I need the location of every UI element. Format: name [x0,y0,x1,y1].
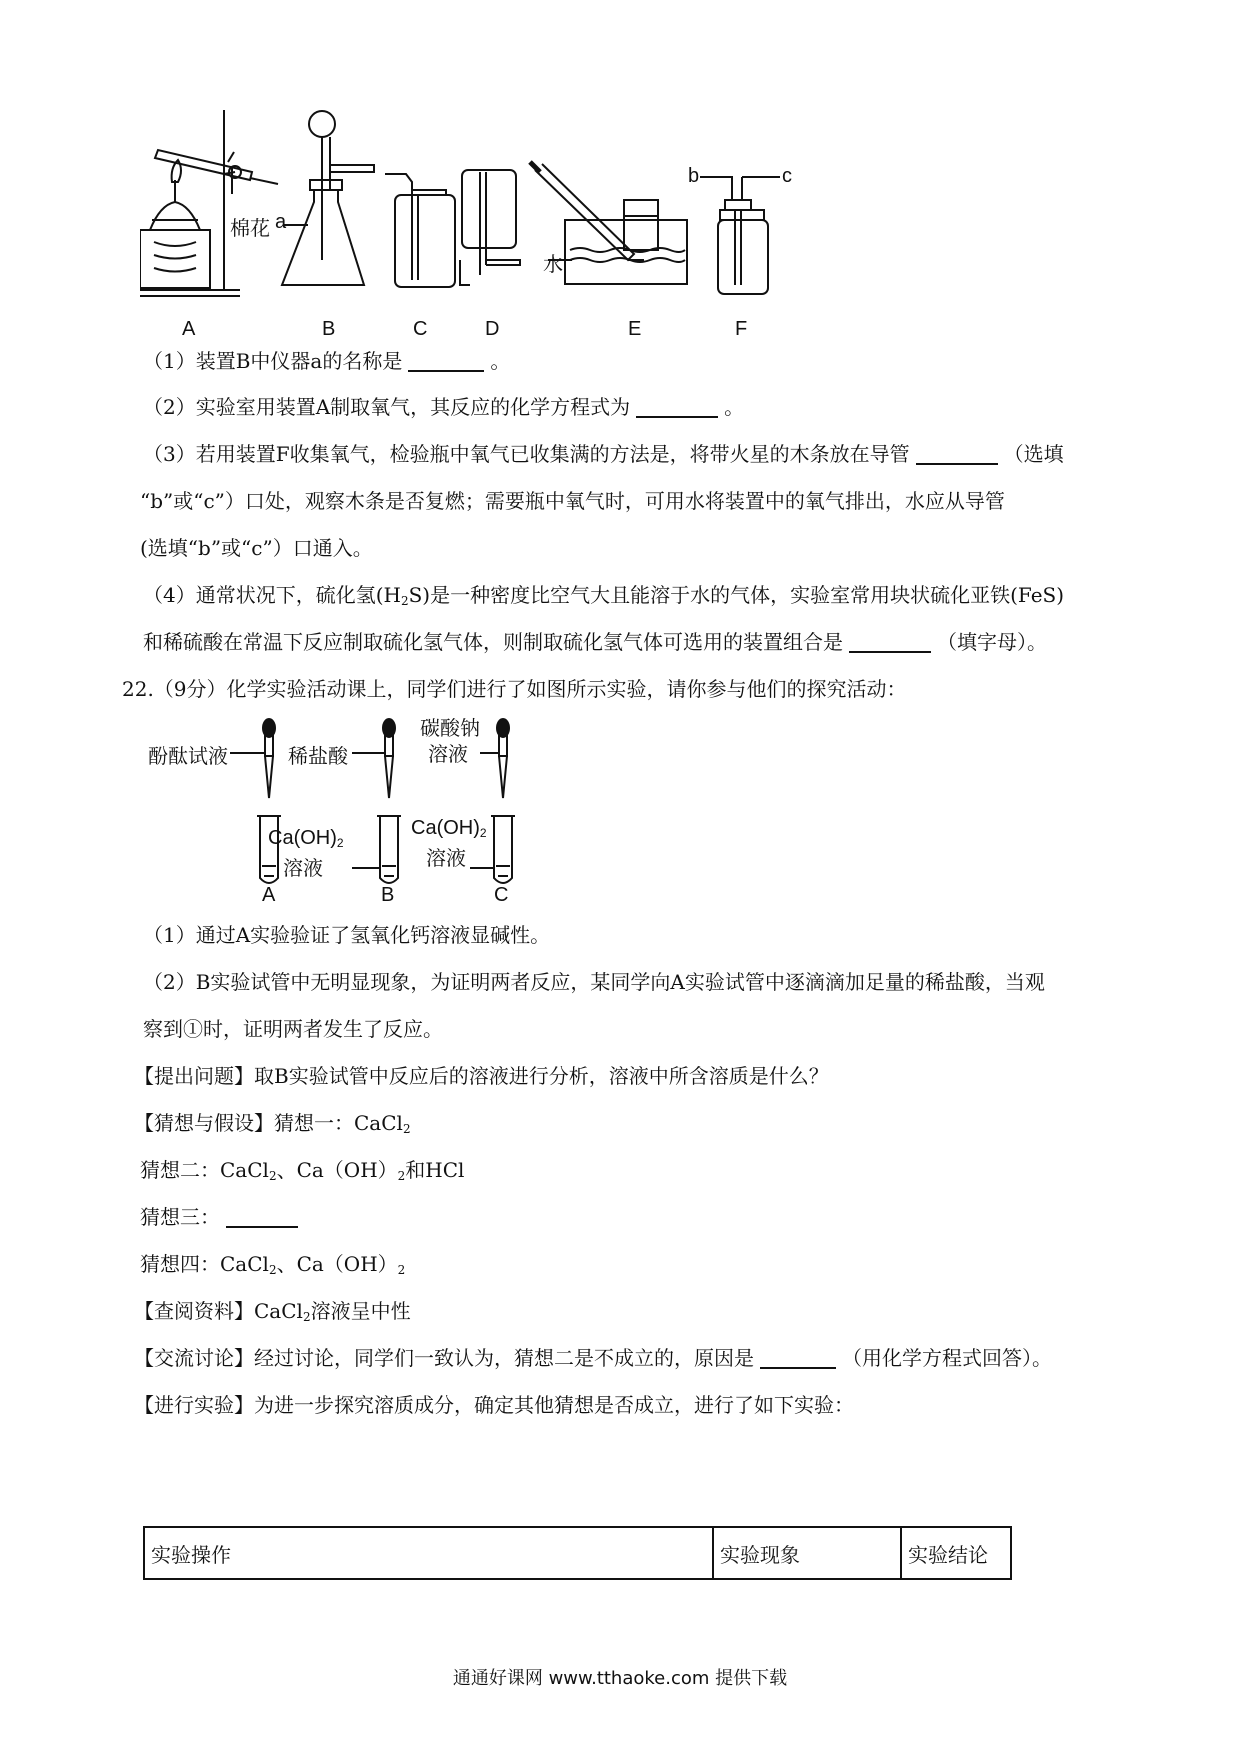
q22-guess-3: 猜想三： [140,1203,304,1231]
q21-part3-line3: (选填“b”或“c”）口通入。 [140,536,373,560]
apparatus-f-drawing [700,177,780,294]
table-header-phenomenon: 实验现象 [713,1527,901,1579]
q22-statement-1: （1）通过A实验验证了氢氧化钙溶液显碱性。 [143,923,551,947]
sodium-carbonate-label-2: 溶液 [428,742,468,766]
phenolphthalein-label: 酚酞试液 [148,744,228,768]
tube-c-label: c [782,165,792,187]
q22-statement-2-line2: 察到①时，证明两者发生了反应。 [143,1017,443,1041]
apparatus-label-c: C [413,318,428,340]
apparatus-label-e: E [628,318,642,340]
table-header-conclusion: 实验结论 [901,1527,1011,1579]
table-header-operation: 实验操作 [144,1527,713,1579]
apparatus-c-drawing [385,174,455,287]
tube-b-drawing [352,816,401,883]
page-footer: 通通好课网 www.tthaoke.com 提供下载 [452,1668,788,1689]
q21-part4-line1: （4）通常状况下，硫化氢$(H_2S)$是一种密度比空气大且能溶于水的气体，实验室常用块状硫化亚铁(FeS) [143,583,1065,608]
apparatus-a-drawing [140,110,278,296]
q22-guess-4: 猜想四：CaCl$_2$、$Ca(OH)_2$ [140,1252,406,1277]
q22-heading: 22.（9分）化学实验活动课上，同学们进行了如图所示实验，请你参与他们的探究活动： [122,677,907,701]
tube-label-c: C [494,884,509,906]
answer-blank-1[interactable] [408,350,484,372]
dropper-c-drawing [480,719,509,798]
apparatus-d-drawing [460,170,520,285]
apparatus-label-a: A [182,318,196,340]
dropper-b-drawing [352,719,395,798]
table-row [144,1527,1011,1579]
solution-label-c: 溶液 [426,846,466,870]
q22-question: 【提出问题】取B实验试管中反应后的溶液进行分析，溶液中所含溶质是什么？ [134,1064,829,1088]
cotton-label: 棉花 [230,216,270,240]
q21-part3-line1: （3）若用装置F收集氧气，检验瓶中氧气已收集满的方法是，将带火星的木条放在导管 （选填 [143,442,1064,466]
q22-info: 【查阅资料】CaCl$_2$溶液呈中性 [134,1299,411,1324]
sodium-carbonate-label-1: 碳酸钠 [420,716,480,740]
q21-part4-line2: 和稀硫酸在常温下反应制取硫化氢气体，则制取硫化氢气体可选用的装置组合是 （填字母）。 [143,630,1047,654]
q21-part3-line2: “b”或“c”）口处，观察木条是否复燃；需要瓶中氧气时，可用水将装置中的氧气排出，水应从导管 [140,489,1005,513]
dropper-a-drawing [230,719,275,798]
dilute-hcl-label: 稀盐酸 [288,744,348,768]
answer-blank-4[interactable] [849,631,931,653]
answer-blank-guess3[interactable] [226,1206,298,1228]
q21-part2: （2）实验室用装置A制取氧气，其反应的化学方程式为 。 [143,395,745,419]
tube-b-label: b [688,165,700,187]
apparatus-label-f: F [735,318,748,340]
apparatus-label-d: D [485,318,500,340]
instrument-a-label: a [275,211,287,233]
q22-guess-2: 猜想二：CaCl$_2$、$Ca(OH)_2$和HCl [140,1158,465,1183]
answer-blank-3[interactable] [916,443,998,465]
q22-guess-1: 【猜想与假设】猜想一：CaCl$_2$ [134,1111,411,1136]
caoh2-label-c: $Ca(OH)_2$ [411,817,487,840]
solution-label-b: 溶液 [283,856,323,880]
q22-experiment: 【进行实验】为进一步探究溶质成分，确定其他猜想是否成立，进行了如下实验： [134,1393,854,1417]
apparatus-label-b: B [322,318,336,340]
experiment-table [143,1526,1012,1580]
q22-discussion: 【交流讨论】经过讨论，同学们一致认为，猜想二是不成立的，原因是 （用化学方程式回答）。 [134,1346,1052,1370]
apparatus-b-drawing [282,111,374,285]
answer-blank-discussion[interactable] [760,1347,836,1369]
answer-blank-2[interactable] [636,396,718,418]
q21-part1: （1）装置B中仪器a的名称是 。 [143,349,511,373]
tube-label-a: A [262,884,276,906]
q22-statement-2-line1: （2）B实验试管中无明显现象，为证明两者反应，某同学向A实验试管中逐滴滴加足量的稀盐酸，当观 [143,970,1045,994]
water-label: 水 [543,252,563,276]
caoh2-label-b: $Ca(OH)_2$ [268,827,344,850]
tube-label-b: B [381,884,395,906]
